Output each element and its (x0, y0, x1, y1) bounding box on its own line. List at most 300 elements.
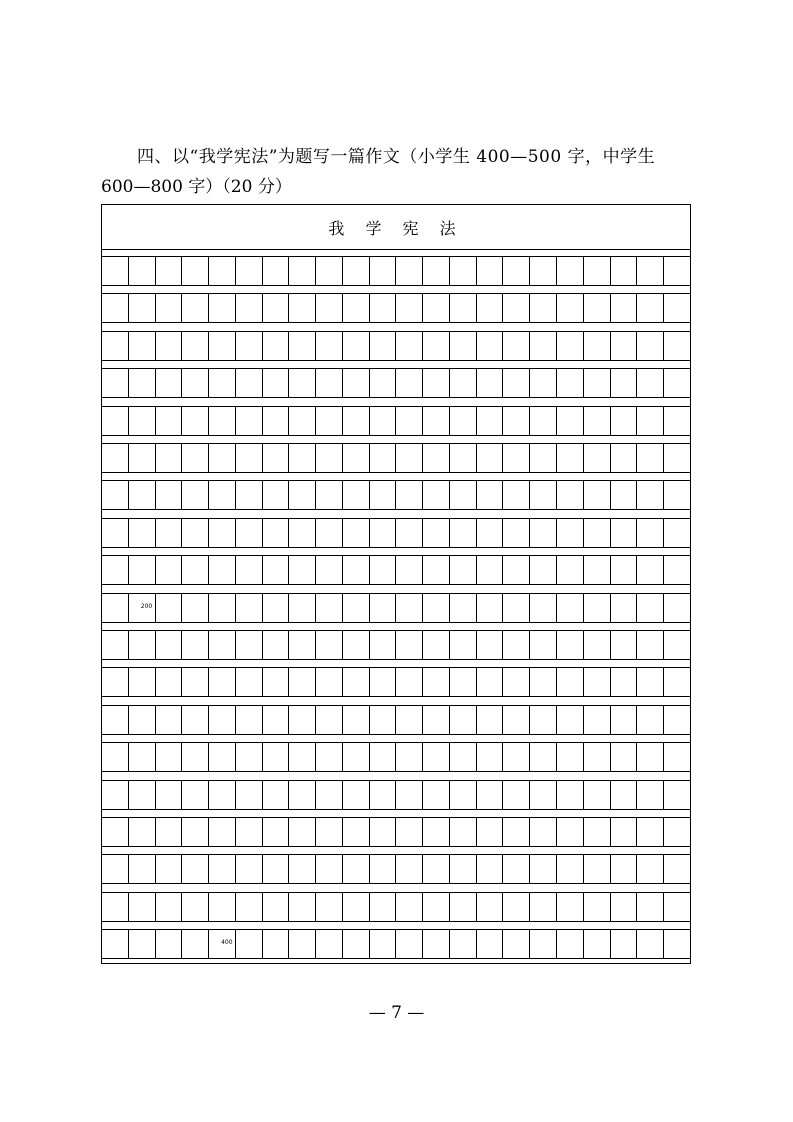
grid-cell[interactable] (369, 668, 396, 696)
grid-cell[interactable] (502, 818, 529, 846)
grid-cell[interactable] (288, 332, 315, 360)
grid-cell[interactable] (556, 294, 583, 322)
grid-cell[interactable] (636, 631, 663, 659)
grid-cell[interactable] (422, 556, 449, 584)
grid-cell[interactable] (502, 781, 529, 809)
grid-cell[interactable] (155, 706, 182, 734)
grid-cell[interactable] (502, 893, 529, 921)
grid-cell[interactable] (636, 930, 663, 958)
grid-cell[interactable] (128, 556, 155, 584)
grid-cell[interactable] (288, 481, 315, 509)
grid-cell[interactable] (476, 706, 503, 734)
grid-cell[interactable] (342, 481, 369, 509)
grid-cell[interactable] (315, 893, 342, 921)
grid-cell[interactable] (315, 631, 342, 659)
grid-cell[interactable] (128, 781, 155, 809)
grid-cell[interactable] (502, 556, 529, 584)
grid-cell[interactable] (208, 332, 235, 360)
grid-cell[interactable] (262, 631, 289, 659)
grid-cell[interactable] (235, 294, 262, 322)
grid-cell[interactable] (636, 444, 663, 472)
grid-cell[interactable] (288, 893, 315, 921)
grid-cell[interactable] (155, 257, 182, 285)
grid-cell[interactable] (476, 481, 503, 509)
grid-cell[interactable] (208, 706, 235, 734)
grid-cell[interactable] (342, 594, 369, 622)
grid-cell[interactable] (476, 631, 503, 659)
grid-cell[interactable] (128, 519, 155, 547)
grid-cell[interactable] (181, 519, 208, 547)
grid-cell[interactable] (288, 444, 315, 472)
grid-cell[interactable] (128, 407, 155, 435)
grid-cell[interactable] (422, 855, 449, 883)
grid-cell[interactable] (181, 257, 208, 285)
grid-cell[interactable] (208, 407, 235, 435)
grid-cell[interactable] (502, 668, 529, 696)
grid-cell[interactable] (663, 631, 690, 659)
grid-cell[interactable] (610, 556, 637, 584)
grid-cell[interactable] (529, 294, 556, 322)
grid-cell[interactable] (288, 594, 315, 622)
grid-cell[interactable] (583, 294, 610, 322)
grid-cell[interactable] (583, 519, 610, 547)
grid-cell[interactable] (262, 407, 289, 435)
grid-cell[interactable] (262, 556, 289, 584)
grid-cell[interactable] (208, 668, 235, 696)
grid-cell[interactable] (583, 706, 610, 734)
grid-cell[interactable] (502, 594, 529, 622)
grid-cell[interactable] (288, 257, 315, 285)
grid-cell[interactable] (583, 743, 610, 771)
grid-cell[interactable] (422, 594, 449, 622)
grid-cell[interactable] (663, 444, 690, 472)
grid-cell[interactable] (583, 781, 610, 809)
grid-cell[interactable] (288, 519, 315, 547)
grid-cell[interactable] (395, 893, 422, 921)
grid-cell[interactable] (208, 294, 235, 322)
grid-cell[interactable] (155, 668, 182, 696)
grid-cell[interactable] (235, 332, 262, 360)
grid-cell[interactable] (556, 519, 583, 547)
grid-cell[interactable] (342, 407, 369, 435)
grid-cell[interactable] (502, 631, 529, 659)
grid-cell[interactable] (342, 668, 369, 696)
grid-cell[interactable] (529, 556, 556, 584)
grid-cell[interactable] (610, 930, 637, 958)
grid-cell[interactable] (128, 369, 155, 397)
grid-cell[interactable] (102, 855, 128, 883)
grid-cell[interactable] (342, 781, 369, 809)
grid-cell[interactable] (262, 743, 289, 771)
grid-cell[interactable] (128, 481, 155, 509)
grid-cell[interactable] (556, 257, 583, 285)
grid-cell[interactable] (449, 930, 476, 958)
grid-cell[interactable] (128, 743, 155, 771)
grid-cell[interactable] (422, 818, 449, 846)
grid-cell[interactable] (262, 519, 289, 547)
grid-cell[interactable] (476, 369, 503, 397)
grid-cell[interactable] (342, 818, 369, 846)
grid-cell[interactable] (529, 594, 556, 622)
grid-cell[interactable] (636, 369, 663, 397)
grid-cell[interactable] (502, 257, 529, 285)
grid-cell[interactable] (422, 407, 449, 435)
grid-cell[interactable] (315, 781, 342, 809)
grid-cell[interactable] (395, 818, 422, 846)
grid-cell[interactable] (449, 519, 476, 547)
grid-cell[interactable] (529, 818, 556, 846)
grid-cell[interactable] (181, 444, 208, 472)
grid-cell[interactable] (529, 668, 556, 696)
grid-cell[interactable] (476, 556, 503, 584)
grid-cell[interactable] (422, 481, 449, 509)
grid-cell[interactable] (663, 743, 690, 771)
grid-cell[interactable] (502, 407, 529, 435)
grid-cell[interactable] (342, 519, 369, 547)
grid-cell[interactable] (663, 893, 690, 921)
grid-cell[interactable] (663, 930, 690, 958)
grid-cell[interactable] (476, 257, 503, 285)
grid-cell[interactable] (235, 556, 262, 584)
grid-cell[interactable] (476, 668, 503, 696)
grid-cell[interactable] (128, 257, 155, 285)
grid-cell[interactable] (502, 369, 529, 397)
grid-cell[interactable] (369, 519, 396, 547)
grid-cell[interactable] (395, 519, 422, 547)
grid-cell[interactable] (208, 444, 235, 472)
grid-cell[interactable] (449, 481, 476, 509)
grid-cell[interactable] (663, 668, 690, 696)
grid-cell[interactable] (529, 631, 556, 659)
grid-cell[interactable] (663, 594, 690, 622)
grid-cell[interactable] (395, 332, 422, 360)
grid-cell[interactable] (235, 481, 262, 509)
grid-cell[interactable] (610, 631, 637, 659)
grid-cell[interactable] (155, 818, 182, 846)
grid-cell[interactable] (315, 556, 342, 584)
grid-cell[interactable] (529, 893, 556, 921)
grid-cell[interactable] (476, 893, 503, 921)
grid-cell[interactable] (288, 818, 315, 846)
grid-cell[interactable] (208, 818, 235, 846)
grid-cell[interactable] (235, 369, 262, 397)
grid-cell[interactable] (262, 781, 289, 809)
grid-cell[interactable] (208, 893, 235, 921)
grid-cell[interactable] (529, 481, 556, 509)
grid-cell[interactable] (395, 444, 422, 472)
grid-cell[interactable] (583, 668, 610, 696)
grid-cell[interactable] (235, 855, 262, 883)
grid-cell[interactable] (663, 257, 690, 285)
grid-cell[interactable] (610, 519, 637, 547)
grid-cell[interactable] (181, 369, 208, 397)
grid-cell[interactable] (556, 407, 583, 435)
grid-cell[interactable] (502, 519, 529, 547)
grid-cell[interactable] (583, 818, 610, 846)
grid-cell[interactable] (422, 631, 449, 659)
grid-cell[interactable] (476, 332, 503, 360)
grid-cell[interactable] (556, 556, 583, 584)
grid-cell[interactable] (262, 257, 289, 285)
grid-cell[interactable] (610, 407, 637, 435)
grid-cell[interactable] (155, 519, 182, 547)
grid-cell[interactable] (102, 294, 128, 322)
grid-cell[interactable] (155, 781, 182, 809)
grid-cell[interactable] (128, 332, 155, 360)
grid-cell[interactable] (583, 556, 610, 584)
grid-cell[interactable] (181, 668, 208, 696)
grid-cell[interactable] (529, 855, 556, 883)
grid-cell[interactable] (315, 332, 342, 360)
grid-cell[interactable] (663, 781, 690, 809)
grid-cell[interactable] (181, 818, 208, 846)
grid-cell[interactable] (610, 369, 637, 397)
grid-cell[interactable] (102, 519, 128, 547)
grid-cell[interactable] (502, 855, 529, 883)
grid-cell[interactable] (449, 855, 476, 883)
grid-cell[interactable] (663, 706, 690, 734)
grid-cell[interactable] (449, 781, 476, 809)
grid-cell[interactable] (449, 257, 476, 285)
grid-cell[interactable] (395, 855, 422, 883)
grid-cell[interactable] (155, 893, 182, 921)
grid-cell[interactable] (102, 407, 128, 435)
grid-cell[interactable] (235, 594, 262, 622)
grid-cell[interactable] (288, 743, 315, 771)
grid-cell[interactable] (636, 743, 663, 771)
grid-cell[interactable] (449, 444, 476, 472)
grid-cell[interactable] (610, 444, 637, 472)
grid-cell[interactable] (181, 407, 208, 435)
grid-cell[interactable] (395, 594, 422, 622)
grid-cell[interactable] (610, 743, 637, 771)
grid-cell[interactable] (262, 930, 289, 958)
grid-cell[interactable] (208, 481, 235, 509)
grid-cell[interactable] (395, 668, 422, 696)
grid-cell[interactable] (342, 369, 369, 397)
grid-cell[interactable] (422, 444, 449, 472)
grid-cell[interactable] (476, 519, 503, 547)
grid-cell[interactable] (128, 294, 155, 322)
grid-cell[interactable] (636, 706, 663, 734)
grid-cell[interactable] (155, 294, 182, 322)
grid-cell[interactable] (181, 855, 208, 883)
grid-cell[interactable] (449, 743, 476, 771)
grid-cell[interactable] (476, 294, 503, 322)
grid-cell[interactable] (422, 294, 449, 322)
grid-cell[interactable] (315, 407, 342, 435)
grid-cell[interactable] (342, 294, 369, 322)
grid-cell[interactable] (529, 781, 556, 809)
grid-cell[interactable] (583, 855, 610, 883)
grid-cell[interactable] (128, 818, 155, 846)
grid-cell[interactable] (262, 668, 289, 696)
grid-cell[interactable] (288, 668, 315, 696)
grid-cell[interactable] (663, 519, 690, 547)
grid-cell[interactable] (395, 481, 422, 509)
grid-cell[interactable] (155, 631, 182, 659)
grid-cell[interactable] (208, 930, 235, 958)
grid-cell[interactable] (395, 930, 422, 958)
grid-cell[interactable] (235, 444, 262, 472)
grid-cell[interactable] (102, 257, 128, 285)
grid-cell[interactable] (181, 481, 208, 509)
grid-cell[interactable] (235, 930, 262, 958)
grid-cell[interactable] (235, 818, 262, 846)
grid-cell[interactable] (235, 743, 262, 771)
grid-cell[interactable] (128, 706, 155, 734)
grid-cell[interactable] (342, 893, 369, 921)
grid-cell[interactable] (476, 781, 503, 809)
grid-cell[interactable] (315, 930, 342, 958)
grid-cell[interactable] (369, 594, 396, 622)
grid-cell[interactable] (663, 294, 690, 322)
grid-cell[interactable] (288, 930, 315, 958)
grid-cell[interactable] (288, 631, 315, 659)
grid-cell[interactable] (208, 743, 235, 771)
grid-cell[interactable] (583, 594, 610, 622)
grid-cell[interactable] (235, 668, 262, 696)
grid-cell[interactable] (262, 706, 289, 734)
grid-cell[interactable] (342, 743, 369, 771)
grid-cell[interactable] (610, 332, 637, 360)
grid-cell[interactable] (181, 332, 208, 360)
grid-cell[interactable] (128, 594, 155, 622)
grid-cell[interactable] (155, 930, 182, 958)
grid-cell[interactable] (235, 893, 262, 921)
grid-cell[interactable] (583, 481, 610, 509)
grid-cell[interactable] (556, 631, 583, 659)
grid-cell[interactable] (208, 594, 235, 622)
grid-cell[interactable] (102, 631, 128, 659)
grid-cell[interactable] (422, 257, 449, 285)
grid-cell[interactable] (449, 818, 476, 846)
grid-cell[interactable] (262, 444, 289, 472)
grid-cell[interactable] (422, 781, 449, 809)
grid-cell[interactable] (181, 556, 208, 584)
grid-cell[interactable] (476, 818, 503, 846)
grid-cell[interactable] (529, 257, 556, 285)
grid-cell[interactable] (636, 594, 663, 622)
grid-cell[interactable] (102, 444, 128, 472)
grid-cell[interactable] (262, 855, 289, 883)
grid-cell[interactable] (288, 369, 315, 397)
grid-cell[interactable] (262, 818, 289, 846)
grid-cell[interactable] (610, 257, 637, 285)
grid-cell[interactable] (288, 407, 315, 435)
grid-cell[interactable] (395, 781, 422, 809)
grid-cell[interactable] (556, 855, 583, 883)
grid-cell[interactable] (288, 855, 315, 883)
grid-cell[interactable] (610, 818, 637, 846)
grid-cell[interactable] (449, 407, 476, 435)
grid-cell[interactable] (449, 369, 476, 397)
grid-cell[interactable] (315, 818, 342, 846)
grid-cell[interactable] (529, 706, 556, 734)
grid-cell[interactable] (315, 706, 342, 734)
grid-cell[interactable] (208, 369, 235, 397)
grid-cell[interactable] (636, 257, 663, 285)
grid-cell[interactable] (342, 257, 369, 285)
grid-cell[interactable] (583, 444, 610, 472)
grid-cell[interactable] (262, 369, 289, 397)
grid-cell[interactable] (288, 556, 315, 584)
grid-cell[interactable] (502, 294, 529, 322)
grid-cell[interactable] (476, 594, 503, 622)
grid-cell[interactable] (663, 818, 690, 846)
grid-cell[interactable] (636, 332, 663, 360)
grid-cell[interactable] (155, 444, 182, 472)
grid-cell[interactable] (315, 855, 342, 883)
grid-cell[interactable] (181, 893, 208, 921)
grid-cell[interactable] (155, 407, 182, 435)
grid-cell[interactable] (476, 930, 503, 958)
grid-cell[interactable] (636, 781, 663, 809)
grid-cell[interactable] (181, 631, 208, 659)
grid-cell[interactable] (369, 369, 396, 397)
grid-cell[interactable] (529, 407, 556, 435)
grid-cell[interactable] (181, 594, 208, 622)
grid-cell[interactable] (315, 743, 342, 771)
grid-cell[interactable] (636, 407, 663, 435)
grid-cell[interactable] (369, 481, 396, 509)
grid-cell[interactable] (502, 743, 529, 771)
grid-cell[interactable] (102, 369, 128, 397)
grid-cell[interactable] (369, 407, 396, 435)
grid-cell[interactable] (181, 743, 208, 771)
grid-cell[interactable] (262, 332, 289, 360)
grid-cell[interactable] (529, 332, 556, 360)
grid-cell[interactable] (369, 893, 396, 921)
grid-cell[interactable] (663, 369, 690, 397)
grid-cell[interactable] (529, 519, 556, 547)
grid-cell[interactable] (422, 332, 449, 360)
grid-cell[interactable] (556, 706, 583, 734)
grid-cell[interactable] (208, 257, 235, 285)
grid-cell[interactable] (395, 294, 422, 322)
grid-cell[interactable] (235, 781, 262, 809)
grid-cell[interactable] (208, 781, 235, 809)
grid-cell[interactable] (610, 294, 637, 322)
grid-cell[interactable] (610, 481, 637, 509)
grid-cell[interactable] (395, 407, 422, 435)
grid-cell[interactable] (422, 519, 449, 547)
grid-cell[interactable] (636, 893, 663, 921)
grid-cell[interactable] (102, 930, 128, 958)
grid-cell[interactable] (636, 481, 663, 509)
grid-cell[interactable] (636, 294, 663, 322)
grid-cell[interactable] (556, 893, 583, 921)
grid-cell[interactable] (342, 631, 369, 659)
grid-cell[interactable] (663, 855, 690, 883)
grid-cell[interactable] (476, 855, 503, 883)
grid-cell[interactable] (476, 407, 503, 435)
grid-cell[interactable] (449, 556, 476, 584)
grid-cell[interactable] (342, 556, 369, 584)
grid-cell[interactable] (583, 893, 610, 921)
grid-cell[interactable] (181, 706, 208, 734)
grid-cell[interactable] (315, 257, 342, 285)
grid-cell[interactable] (235, 407, 262, 435)
grid-cell[interactable] (262, 481, 289, 509)
grid-cell[interactable] (529, 743, 556, 771)
grid-cell[interactable] (556, 668, 583, 696)
grid-cell[interactable] (262, 594, 289, 622)
grid-cell[interactable] (449, 893, 476, 921)
grid-cell[interactable] (529, 930, 556, 958)
grid-cell[interactable] (369, 743, 396, 771)
grid-cell[interactable] (315, 444, 342, 472)
